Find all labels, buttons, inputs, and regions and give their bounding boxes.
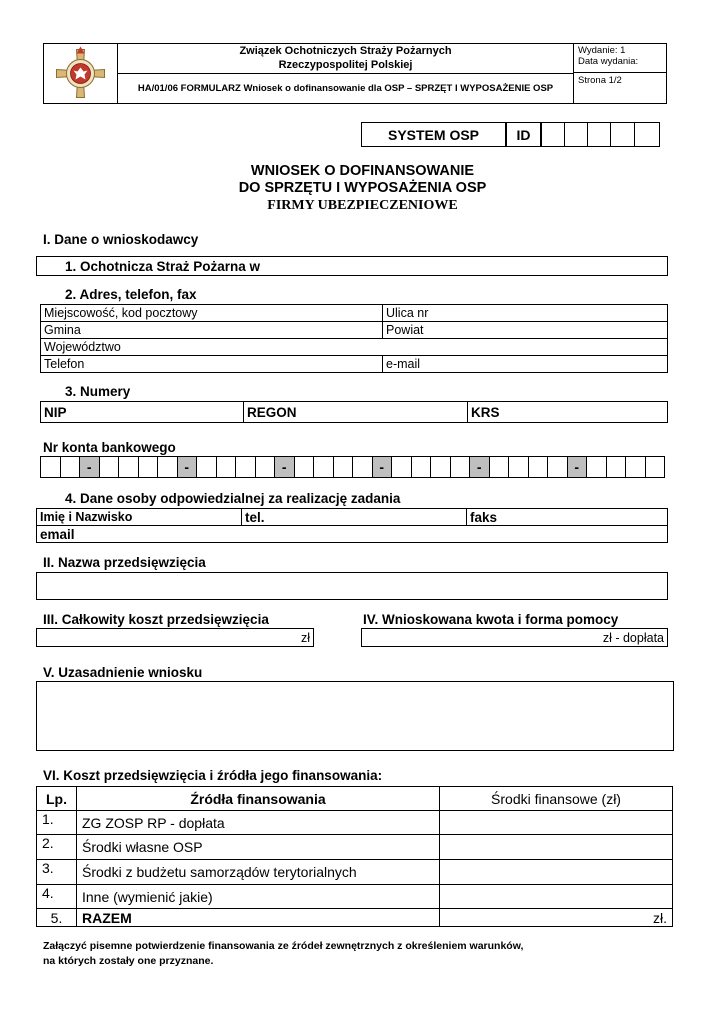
account-digit-field[interactable] bbox=[294, 456, 315, 478]
account-digit-field[interactable] bbox=[352, 456, 373, 478]
osp-name-label: 1. Ochotnicza Straż Pożarna w bbox=[65, 258, 261, 274]
account-digit-field[interactable] bbox=[450, 456, 471, 478]
id-digit-field[interactable] bbox=[634, 122, 660, 147]
bank-account-heading: Nr konta bankowego bbox=[43, 440, 176, 455]
osp-name-field[interactable] bbox=[36, 256, 668, 276]
account-digit-field[interactable] bbox=[196, 456, 217, 478]
table-row bbox=[37, 885, 673, 909]
project-name-field[interactable] bbox=[36, 572, 668, 600]
id-digit-field[interactable] bbox=[541, 122, 565, 147]
section1-heading: I. Dane o wnioskodawcy bbox=[43, 232, 199, 247]
row-source: Środki z budżetu samorządów terytorialnych bbox=[77, 860, 440, 885]
account-separator: - bbox=[469, 456, 490, 478]
form-title bbox=[0, 163, 725, 214]
account-digit-field[interactable] bbox=[391, 456, 412, 478]
person-fax-field[interactable]: faks bbox=[467, 509, 668, 526]
person-email-field[interactable]: email bbox=[37, 526, 668, 543]
email-field[interactable]: e-mail bbox=[383, 356, 668, 373]
row-lp: 4. bbox=[37, 885, 77, 909]
account-separator: - bbox=[177, 456, 198, 478]
nip-field[interactable]: NIP bbox=[41, 402, 244, 423]
edition-date: Data wydania: bbox=[578, 56, 639, 67]
row-lp: 3. bbox=[37, 860, 77, 885]
account-digit-field[interactable] bbox=[547, 456, 568, 478]
footer-line1: Załączyć pisemne potwierdzenie finansowania ze źródeł zewnętrznych z określeniem warunków, bbox=[43, 940, 524, 952]
phone-field[interactable]: Telefon bbox=[41, 356, 383, 373]
row-lp: 1. bbox=[37, 811, 77, 835]
total-cost-field[interactable] bbox=[36, 628, 314, 647]
address-heading: 2. Adres, telefon, fax bbox=[65, 287, 197, 302]
footer-line2: na których zostały one przyznane. bbox=[43, 955, 214, 967]
account-digit-field[interactable] bbox=[157, 456, 178, 478]
account-digit-field[interactable] bbox=[138, 456, 159, 478]
title-line3: FIRMY UBEZPIECZENIOWE bbox=[267, 198, 458, 213]
account-digit-field[interactable] bbox=[586, 456, 607, 478]
person-name-field[interactable]: Imię i Nazwisko bbox=[37, 509, 242, 526]
form-code: HA/01/06 FORMULARZ Wniosek o dofinansowanie dla OSP – SPRZĘT I WYPOSAŻENIE OSP bbox=[118, 74, 574, 104]
account-digit-field[interactable] bbox=[118, 456, 139, 478]
row-amount-field[interactable] bbox=[440, 860, 673, 885]
responsible-person-heading: 4. Dane osoby odpowiedzialnej za realizację zadania bbox=[65, 491, 401, 506]
total-amount-field[interactable]: zł. bbox=[440, 909, 673, 927]
account-digit-field[interactable] bbox=[99, 456, 120, 478]
requested-amount-field[interactable] bbox=[361, 628, 668, 647]
id-label: ID bbox=[506, 122, 541, 147]
row-lp: 2. bbox=[37, 835, 77, 860]
fire-brigade-emblem-icon bbox=[43, 43, 118, 104]
section6-heading: VI. Koszt przedsięwzięcia i źródła jego finansowania: bbox=[43, 768, 383, 783]
account-separator: - bbox=[274, 456, 295, 478]
table-row bbox=[37, 860, 673, 885]
account-separator: - bbox=[79, 456, 100, 478]
total-lp: 5. bbox=[37, 909, 77, 927]
total-label: RAZEM bbox=[77, 909, 440, 927]
justification-field[interactable] bbox=[36, 681, 674, 751]
bank-account-field[interactable] bbox=[40, 456, 664, 478]
account-digit-field[interactable] bbox=[528, 456, 549, 478]
numbers-table bbox=[40, 401, 668, 423]
org-name-line1: Związek Ochotniczych Straży Pożarnych bbox=[239, 45, 452, 57]
org-name-line2: Rzeczypospolitej Polskiej bbox=[278, 59, 413, 71]
account-digit-field[interactable] bbox=[430, 456, 451, 478]
section2-heading: II. Nazwa przedsięwzięcia bbox=[43, 555, 206, 570]
section3-heading: III. Całkowity koszt przedsięwzięcia bbox=[43, 612, 269, 627]
wojewodztwo-field[interactable]: Województwo bbox=[41, 339, 668, 356]
account-separator: - bbox=[372, 456, 393, 478]
table-row bbox=[37, 811, 673, 835]
title-line1: WNIOSEK O DOFINANSOWANIE bbox=[250, 163, 475, 179]
col-lp-header: Lp. bbox=[37, 787, 77, 811]
title-line2: DO SPRZĘTU I WYPOSAŻENIA OSP bbox=[238, 180, 487, 196]
account-digit-field[interactable] bbox=[411, 456, 432, 478]
total-cost-unit: zł bbox=[300, 630, 310, 645]
col-amount-header: Środki finansowe (zł) bbox=[440, 787, 673, 811]
emblem-logo bbox=[43, 43, 118, 104]
account-separator: - bbox=[567, 456, 588, 478]
numbers-heading: 3. Numery bbox=[65, 384, 131, 399]
row-amount-field[interactable] bbox=[440, 811, 673, 835]
row-source: ZG ZOSP RP - dopłata bbox=[77, 811, 440, 835]
id-digit-field[interactable] bbox=[610, 122, 635, 147]
city-postal-field[interactable]: Miejscowość, kod pocztowy bbox=[41, 305, 383, 322]
krs-field[interactable]: KRS bbox=[468, 402, 668, 423]
person-table bbox=[36, 508, 668, 543]
account-digit-field[interactable] bbox=[508, 456, 529, 478]
account-digit-field[interactable] bbox=[235, 456, 256, 478]
account-digit-field[interactable] bbox=[216, 456, 237, 478]
account-digit-field[interactable] bbox=[40, 456, 61, 478]
requested-amount-unit: zł - dopłata bbox=[602, 630, 664, 645]
row-source: Środki własne OSP bbox=[77, 835, 440, 860]
edition: Wydanie: 1 bbox=[578, 45, 626, 56]
account-digit-field[interactable] bbox=[606, 456, 627, 478]
id-digit-field[interactable] bbox=[587, 122, 611, 147]
account-digit-field[interactable] bbox=[333, 456, 354, 478]
powiat-field[interactable]: Powiat bbox=[383, 322, 668, 339]
org-name bbox=[118, 43, 574, 74]
row-amount-field[interactable] bbox=[440, 835, 673, 860]
regon-field[interactable]: REGON bbox=[244, 402, 468, 423]
table-row bbox=[37, 835, 673, 860]
account-digit-field[interactable] bbox=[60, 456, 81, 478]
col-source-header: Źródła finansowania bbox=[77, 787, 440, 811]
row-source: Inne (wymienić jakie) bbox=[77, 885, 440, 909]
account-digit-field[interactable] bbox=[255, 456, 276, 478]
account-digit-field[interactable] bbox=[489, 456, 510, 478]
street-field[interactable]: Ulica nr bbox=[383, 305, 668, 322]
person-phone-field[interactable]: tel. bbox=[242, 509, 467, 526]
section5-heading: V. Uzasadnienie wniosku bbox=[43, 665, 203, 680]
total-row bbox=[37, 909, 673, 927]
id-digit-field[interactable] bbox=[564, 122, 588, 147]
row-amount-field[interactable] bbox=[440, 885, 673, 909]
account-digit-field[interactable] bbox=[313, 456, 334, 478]
page-number: Strona 1/2 bbox=[578, 75, 622, 86]
footer-note bbox=[43, 939, 523, 969]
financing-table bbox=[36, 786, 673, 927]
edition-info bbox=[574, 43, 667, 73]
account-digit-field[interactable] bbox=[625, 456, 646, 478]
system-osp-label: SYSTEM OSP bbox=[361, 122, 506, 147]
gmina-field[interactable]: Gmina bbox=[41, 322, 383, 339]
address-table bbox=[40, 304, 668, 373]
section4-heading: IV. Wnioskowana kwota i forma pomocy bbox=[363, 612, 619, 627]
account-digit-field[interactable] bbox=[645, 456, 666, 478]
